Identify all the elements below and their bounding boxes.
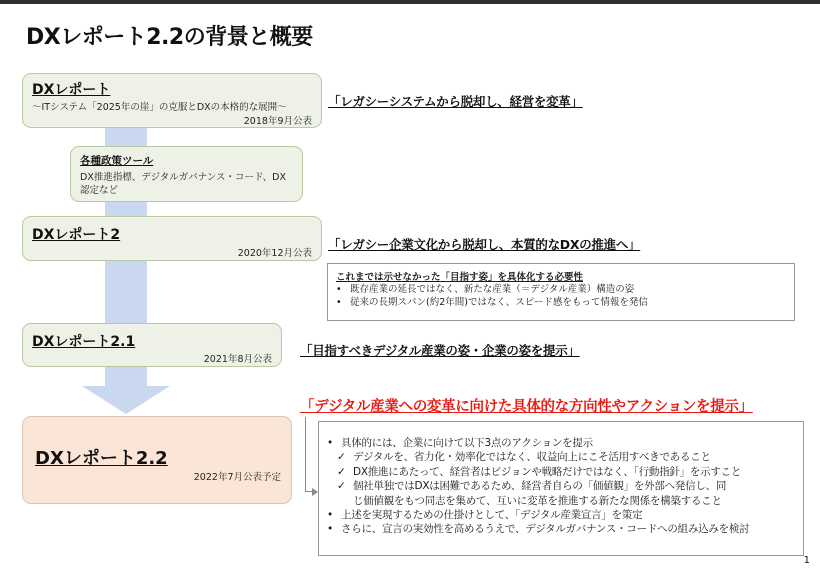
list-item: ✓ デジタルを、省力化・効率化ではなく、収益向上にこそ活用すべきであること <box>337 451 711 464</box>
check-icon: ✓ <box>337 480 346 493</box>
report-1-subtitle: ～ITシステム「2025年の崖」の克服とDXの本格的な展開～ <box>32 102 287 113</box>
necessity-note-list <box>336 284 648 309</box>
report-2-box <box>22 216 322 261</box>
report-1-box <box>22 73 322 128</box>
report-1-title: DXレポート <box>32 82 111 98</box>
list-item: • 既存産業の延長ではなく、新たな産業（＝デジタル産業）構造の姿 <box>336 284 635 295</box>
policy-tools-line-2: 認定など <box>80 185 119 196</box>
necessity-note-title: これまでは示せなかった「目指す姿」を具体化する必要性 <box>336 272 584 283</box>
report-2-2-slogan: 「デジタル産業への変革に向けた具体的な方向性やアクションを提示」 <box>300 399 753 415</box>
report-2-1-box <box>22 323 282 367</box>
page-title: DXレポート2.2の背景と概要 <box>26 25 313 50</box>
list-item: じ価値観をもつ同志を集めて、互いに変革を推進する新たな関係を構築すること <box>353 494 722 507</box>
bullet-icon: • <box>327 509 333 522</box>
check-icon: ✓ <box>337 465 346 478</box>
list-item: • 従来の長期スパン(約2年間)ではなく、スピード感をもって情報を発信 <box>336 296 648 308</box>
report-2-2-title: DXレポート2.2 <box>35 448 168 469</box>
report-1-date: 2018年9月公表 <box>243 116 312 127</box>
list-item: • 具体的には、企業に向けて以下3点のアクションを提示 <box>327 437 593 449</box>
report-2-2-box <box>22 416 292 504</box>
policy-tools-box <box>70 146 303 202</box>
necessity-note-box <box>327 263 795 321</box>
policy-tools-line-1: DX推進指標、デジタルガバナンス・コード、DX <box>80 172 286 183</box>
list-item: ✓ DX推進にあたって、経営者はビジョンや戦略だけではなく、「行動指針」を示すこと <box>337 465 742 478</box>
report-2-1-title: DXレポート2.1 <box>32 334 136 350</box>
bullet-icon: • <box>336 284 342 295</box>
bullet-icon: • <box>336 296 342 308</box>
list-item: • さらに、宣言の実効性を高めるうえで、デジタルガバナンス・コードへの組み込みを検討 <box>327 523 750 536</box>
top-border <box>0 0 820 4</box>
action-detail-list <box>327 436 749 537</box>
report-2-title: DXレポート2 <box>32 227 121 243</box>
timeline-arrow-head <box>82 386 170 414</box>
check-icon: ✓ <box>337 451 346 464</box>
report-1-slogan: 「レガシーシステムから脱却し、経営を変革」 <box>328 94 583 109</box>
list-item: ✓ 個社単独ではDXは困難であるため、経営者自らの「価値観」を外部へ発信し、同 <box>337 480 727 493</box>
connector-line <box>305 417 306 492</box>
report-2-date: 2020年12月公表 <box>237 248 312 259</box>
action-detail-box <box>318 421 804 556</box>
report-2-1-slogan: 「目指すべきデジタル産業の姿・企業の姿を提示」 <box>300 343 580 358</box>
list-item: • 上述を実現するための仕掛けとして、「デジタル産業宣言」を策定 <box>327 509 643 522</box>
bullet-icon: • <box>327 523 333 536</box>
report-2-1-date: 2021年8月公表 <box>203 354 272 365</box>
bullet-icon: • <box>327 437 333 449</box>
page-number: 1 <box>803 555 810 566</box>
report-2-slogan: 「レガシー企業文化から脱却し、本質的なDXの推進へ」 <box>328 237 641 252</box>
report-2-2-date: 2022年7月公表予定 <box>193 472 281 483</box>
policy-tools-title: 各種政策ツール <box>80 155 154 167</box>
